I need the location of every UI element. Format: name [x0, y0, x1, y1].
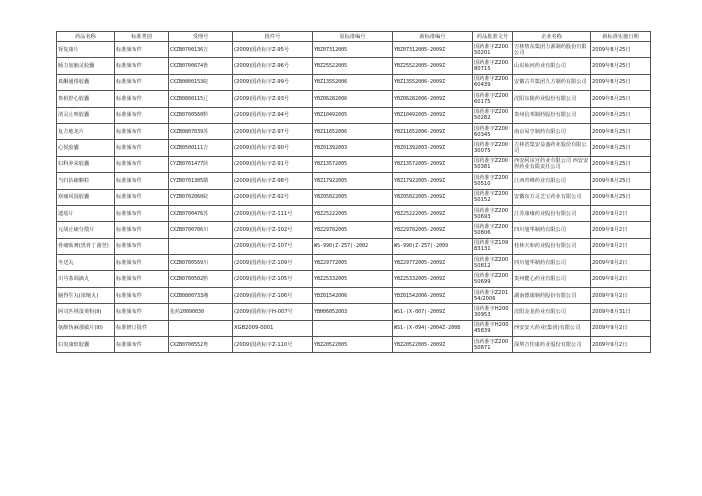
approval-doc-cell: 国药准字Z20030075 — [473, 140, 513, 156]
company-cell: 江西青峰药业有限公司 — [513, 173, 591, 189]
column-header: 新标准编号 — [393, 32, 473, 42]
standard-type-cell: 标准颁布件 — [115, 74, 169, 90]
table-row — [57, 74, 651, 90]
standard-type-cell: 标准颁布件 — [115, 58, 169, 74]
original-standard-cell: YBZ25222005 — [313, 205, 393, 221]
acceptance-no-cell: CXZB0700569川 — [169, 255, 233, 271]
drug-name-cell: 川芎茶调滴丸 — [57, 271, 115, 287]
drug-name-cell: 氨酚伪麻那敏片(III) — [57, 320, 115, 336]
original-standard-cell: YBZ01392003 — [313, 140, 393, 156]
approval-no-cell: (2009)国药标字Z-99号 — [233, 74, 313, 90]
new-standard-cell: YBZ17922005-2009Z — [393, 173, 473, 189]
acceptance-no-cell: CXZB0700706川 — [169, 222, 233, 238]
company-cell: 南京易亨制药有限公司 — [513, 123, 591, 139]
company-cell: 山东仙河药业有限公司 — [513, 58, 591, 74]
acceptance-no-cell: CXZB0700560黔 — [169, 107, 233, 123]
new-standard-cell: YBZ25522005-2009Z — [393, 58, 473, 74]
company-cell: 深圳吉佳康药业股份有限公司 — [513, 337, 591, 353]
original-standard-cell: YBZ01542006 — [313, 287, 393, 303]
approval-no-cell: (2009)国药标字Z-107号 — [233, 238, 313, 254]
acceptance-no-cell: CXZB0700502黔 — [169, 271, 233, 287]
company-cell: 吉林敖东集团力源制药股份有限公司 — [513, 42, 591, 58]
column-header: 企业名称 — [513, 32, 591, 42]
approval-doc-cell: 国药准字Z20050282 — [473, 107, 513, 123]
standards-sheet — [56, 31, 650, 353]
company-cell: 江苏康缘药业股份有限公司 — [513, 205, 591, 221]
effective-date-cell: 2009年9月2日 — [591, 337, 651, 353]
approval-doc-cell: 国药准字Z20050699 — [473, 271, 513, 287]
company-cell: 湖南德康制药股份有限公司 — [513, 287, 591, 303]
drug-name-cell: 参柏舒心胶囊 — [57, 91, 115, 107]
effective-date-cell: 2009年8月25日 — [591, 91, 651, 107]
standard-type-cell: 标准颁布件 — [115, 156, 169, 172]
standard-type-cell: 标准颁布件 — [115, 123, 169, 139]
column-header: 新标准实施日期 — [591, 32, 651, 42]
table-row — [57, 140, 651, 156]
company-cell: 四川旭华制药有限公司 — [513, 222, 591, 238]
acceptance-no-cell: CYZB0701305赣 — [169, 173, 233, 189]
table-row — [57, 91, 651, 107]
approval-doc-cell: 国药准字Z20154/2006 — [473, 287, 513, 303]
approval-no-cell: (2009)国药标字Z-106号 — [233, 287, 313, 303]
table-row — [57, 58, 651, 74]
approval-doc-cell: 国药准字Z20050812 — [473, 255, 513, 271]
table-row — [57, 287, 651, 303]
company-cell: 桂林天和药业股份有限公司 — [513, 238, 591, 254]
effective-date-cell: 2009年8月25日 — [591, 107, 651, 123]
table-row — [57, 222, 651, 238]
approval-no-cell: (2009)国药标字Z-110号 — [233, 337, 313, 353]
new-standard-cell: YBZ01392003-2009Z — [393, 140, 473, 156]
approval-doc-cell: 国药准字Z20050871 — [473, 337, 513, 353]
drug-name-cell: 遗瑶片 — [57, 205, 115, 221]
standard-type-cell: 标准颁布件 — [115, 255, 169, 271]
drug-name-cell: 阿司匹林蛋黄粉(II) — [57, 304, 115, 320]
new-standard-cell: YBZ29772005-2009Z — [393, 255, 473, 271]
column-header: 批件号 — [233, 32, 313, 42]
original-standard-cell: YBZ07312005 — [313, 42, 393, 58]
company-cell: 安徽古井集团九方制药有限公司 — [513, 74, 591, 90]
drug-name-cell: 骨痛贴膏(黑骨丁蒲登) — [57, 238, 115, 254]
acceptance-no-cell: CXZB0500111吉 — [169, 140, 233, 156]
effective-date-cell: 2009年8月25日 — [591, 123, 651, 139]
approval-doc-cell: 国药准字H20030953 — [473, 304, 513, 320]
table-row — [57, 42, 651, 58]
new-standard-cell: YBZ05022005-2009Z — [393, 189, 473, 205]
standard-type-cell: 标准颁布件 — [115, 238, 169, 254]
company-cell: 安徽东方灵芝宝药业有限公司 — [513, 189, 591, 205]
drug-name-cell: 清灵止咳胶囊 — [57, 107, 115, 123]
new-standard-cell: YBZ25222005-2009Z — [393, 205, 473, 221]
approval-doc-cell: 国药准字Z20060345 — [473, 123, 513, 139]
column-header: 原标准编号 — [313, 32, 393, 42]
original-standard-cell: YBZ25522005 — [313, 58, 393, 74]
standard-type-cell: 标准颁布件 — [115, 42, 169, 58]
company-cell: 贵州健心药业有限公司 — [513, 271, 591, 287]
approval-doc-cell: 国药准字Z20080715 — [473, 58, 513, 74]
original-standard-cell: YBZ13572005 — [313, 156, 393, 172]
approval-doc-cell: 国药准字Z10983131 — [473, 238, 513, 254]
approval-no-cell: (2009)国药标字Z-96号 — [233, 58, 313, 74]
approval-no-cell: XGB2009-0001 — [233, 320, 313, 336]
standard-type-cell: 标准颁布件 — [115, 287, 169, 303]
table-row — [57, 255, 651, 271]
column-header: 药品名称 — [57, 32, 115, 42]
drug-name-cell: 脑得生丸(浓缩丸) — [57, 287, 115, 303]
new-standard-cell: YBZ13572005-2009Z — [393, 156, 473, 172]
standard-type-cell: 标准颁布件 — [115, 205, 169, 221]
drug-name-cell: 寒痛风湿胶囊 — [57, 189, 115, 205]
table-row — [57, 304, 651, 320]
approval-no-cell: (2009)国药标字Z-95号 — [233, 42, 313, 58]
original-standard-cell: YBH06052003 — [313, 304, 393, 320]
standard-type-cell: 标准颁布件 — [115, 189, 169, 205]
standard-type-cell: 标准颁布件 — [115, 91, 169, 107]
acceptance-no-cell: CXZB0800153皖 — [169, 74, 233, 90]
effective-date-cell: 2009年8月25日 — [591, 173, 651, 189]
approval-no-cell: (2009)国药标字Z-111号 — [233, 205, 313, 221]
acceptance-no-cell: CXZB0700552粤 — [169, 337, 233, 353]
drug-name-cell: 元胡止痛分散片 — [57, 222, 115, 238]
approval-doc-cell: 国药准字H20045839 — [473, 320, 513, 336]
standard-type-cell: 标准颁布件 — [115, 173, 169, 189]
approval-no-cell: (2009)国药标字Z-91号 — [233, 156, 313, 172]
table-row — [57, 320, 651, 336]
column-header: 药品批准文号 — [473, 32, 513, 42]
drug-name-cell: 心悦胶囊 — [57, 140, 115, 156]
column-header: 受理号 — [169, 32, 233, 42]
standard-type-cell: 标准修订批件 — [115, 320, 169, 336]
effective-date-cell: 2009年8月25日 — [591, 74, 651, 90]
table-row — [57, 156, 651, 172]
drug-name-cell: 当归拈痛颗粒 — [57, 173, 115, 189]
acceptance-no-cell — [169, 320, 233, 336]
acceptance-no-cell: 化药20090030 — [169, 304, 233, 320]
original-standard-cell: YBZ29702005 — [313, 222, 393, 238]
approval-no-cell: (2009)国药标字Z-94号 — [233, 107, 313, 123]
acceptance-no-cell — [169, 238, 233, 254]
header-row — [57, 32, 651, 42]
original-standard-cell: YBZ17922005 — [313, 173, 393, 189]
new-standard-cell: YBZ10492005-2009Z — [393, 107, 473, 123]
new-standard-cell: YBZ20522005-2009Z — [393, 337, 473, 353]
approval-doc-cell: 国药准字Z20050806 — [473, 222, 513, 238]
new-standard-cell: YBZ11652006-2009Z — [393, 123, 473, 139]
standard-type-cell: 标准颁布件 — [115, 337, 169, 353]
company-cell: 沈阳东陵药业股份有限公司 — [513, 91, 591, 107]
effective-date-cell: 2009年9月2日 — [591, 238, 651, 254]
acceptance-no-cell: CXZB0700674鲁 — [169, 58, 233, 74]
approval-no-cell: (2009)国药标字Z-109号 — [233, 255, 313, 271]
approval-no-cell: (2009)国药标字Z-98号 — [233, 173, 313, 189]
acceptance-no-cell: CXZB0700136吉 — [169, 42, 233, 58]
table-row — [57, 205, 651, 221]
effective-date-cell: 2009年8月25日 — [591, 58, 651, 74]
new-standard-cell: YBZ13552006-2009Z — [393, 74, 473, 90]
new-standard-cell: YBZ29702005-2009Z — [393, 222, 473, 238]
new-standard-cell: YBZ01542006-2009Z — [393, 287, 473, 303]
approval-no-cell: (2009)国药标字Z-90号 — [233, 140, 313, 156]
approval-doc-cell: 国药准字Z20060439 — [473, 74, 513, 90]
table-row — [57, 238, 651, 254]
effective-date-cell: 2009年8月25日 — [591, 140, 651, 156]
drug-standards-table — [56, 31, 651, 353]
original-standard-cell: WS-990(Z-257)-2002 — [313, 238, 393, 254]
standard-type-cell: 标准颁布件 — [115, 140, 169, 156]
effective-date-cell: 2009年8月31日 — [591, 304, 651, 320]
original-standard-cell: YBZ11652006 — [313, 123, 393, 139]
approval-doc-cell: 国药准字Z20050201 — [473, 42, 513, 58]
company-cell: 贵州信邦制药股份有限公司 — [513, 107, 591, 123]
standard-type-cell: 标准颁布件 — [115, 304, 169, 320]
original-standard-cell: YBZ25332005 — [313, 271, 393, 287]
original-standard-cell: YBZ10492005 — [313, 107, 393, 123]
table-row — [57, 271, 651, 287]
effective-date-cell: 2009年9月2日 — [591, 287, 651, 303]
original-standard-cell — [313, 320, 393, 336]
approval-no-cell: (2009)国药标字Z-102号 — [233, 222, 313, 238]
acceptance-no-cell: CYZB0701477陕 — [169, 156, 233, 172]
new-standard-cell: YBZ07312005-2009Z — [393, 42, 473, 58]
acceptance-no-cell: CYZB0702060皖 — [169, 189, 233, 205]
standard-type-cell: 标准颁布件 — [115, 107, 169, 123]
acceptance-no-cell: CXZB0800115辽 — [169, 91, 233, 107]
company-cell: 沈阳金龙药业有限公司 — [513, 304, 591, 320]
approval-no-cell: (2009)国药标字Z-92号 — [233, 189, 313, 205]
acceptance-no-cell: CXZB0807039苏 — [169, 123, 233, 139]
original-standard-cell: YBZ05022005 — [313, 189, 393, 205]
table-row — [57, 337, 651, 353]
new-standard-cell: WS-990(Z-257)-2009 — [393, 238, 473, 254]
company-cell: 西安安大药业(集团)有限公司 — [513, 320, 591, 336]
company-cell: 吉林省集安益盛药业股份有限公司 — [513, 140, 591, 156]
standard-type-cell: 标准颁布件 — [115, 271, 169, 287]
effective-date-cell: 2009年8月25日 — [591, 42, 651, 58]
table-row — [57, 123, 651, 139]
company-cell: 西安阿房宫药业有限公司 西安安得药业有限责任公司 — [513, 156, 591, 172]
drug-name-cell: 肠力加脑灵胶囊 — [57, 58, 115, 74]
column-header: 标准类别 — [115, 32, 169, 42]
original-standard-cell: YBZ29772005 — [313, 255, 393, 271]
drug-name-cell: 妇科养荣胶囊 — [57, 156, 115, 172]
effective-date-cell: 2009年8月25日 — [591, 156, 651, 172]
approval-no-cell: (2009)国药标字Z-97号 — [233, 123, 313, 139]
effective-date-cell: 2009年8月25日 — [591, 189, 651, 205]
table-row — [57, 107, 651, 123]
approval-doc-cell: 国药准字Z20050693 — [473, 205, 513, 221]
new-standard-cell: YBZ25332005-2009Z — [393, 271, 473, 287]
effective-date-cell: 2009年9月2日 — [591, 255, 651, 271]
original-standard-cell: YBZ06282006 — [313, 91, 393, 107]
approval-doc-cell: 国药准字Z20050510 — [473, 173, 513, 189]
acceptance-no-cell: CXZB0800733湘 — [169, 287, 233, 303]
drug-name-cell: 葛酮通络胶囊 — [57, 74, 115, 90]
approval-doc-cell: 国药准字Z20060175 — [473, 91, 513, 107]
drug-name-cell: 妇炎康软胶囊 — [57, 337, 115, 353]
approval-no-cell: (2009)国药标字H-007号 — [233, 304, 313, 320]
effective-date-cell: 2009年9月2日 — [591, 320, 651, 336]
effective-date-cell: 2009年9月2日 — [591, 271, 651, 287]
original-standard-cell: YBZ20522005 — [313, 337, 393, 353]
table-body — [57, 42, 651, 353]
table-row — [57, 189, 651, 205]
drug-name-cell: 复方地龙片 — [57, 123, 115, 139]
new-standard-cell: YBZ06282006-2009Z — [393, 91, 473, 107]
company-cell: 四川旭华制药有限公司 — [513, 255, 591, 271]
approval-doc-cell: 国药准字Z20050381 — [473, 156, 513, 172]
effective-date-cell: 2009年9月2日 — [591, 222, 651, 238]
acceptance-no-cell: CXZB0700476苏 — [169, 205, 233, 221]
drug-name-cell: 冬送丸 — [57, 255, 115, 271]
original-standard-cell: YBZ13552006 — [313, 74, 393, 90]
effective-date-cell: 2009年9月2日 — [591, 205, 651, 221]
approval-no-cell: (2009)国药标字Z-93号 — [233, 91, 313, 107]
approval-no-cell: (2009)国药标字Z-105号 — [233, 271, 313, 287]
approval-doc-cell: 国药准字Z20050152 — [473, 189, 513, 205]
drug-name-cell: 肾复康片 — [57, 42, 115, 58]
new-standard-cell: WS1-(X-094)-2004Z-2008 — [393, 320, 473, 336]
standard-type-cell: 标准颁布件 — [115, 222, 169, 238]
new-standard-cell: WS1-(X-007)-2009Z — [393, 304, 473, 320]
table-row — [57, 173, 651, 189]
